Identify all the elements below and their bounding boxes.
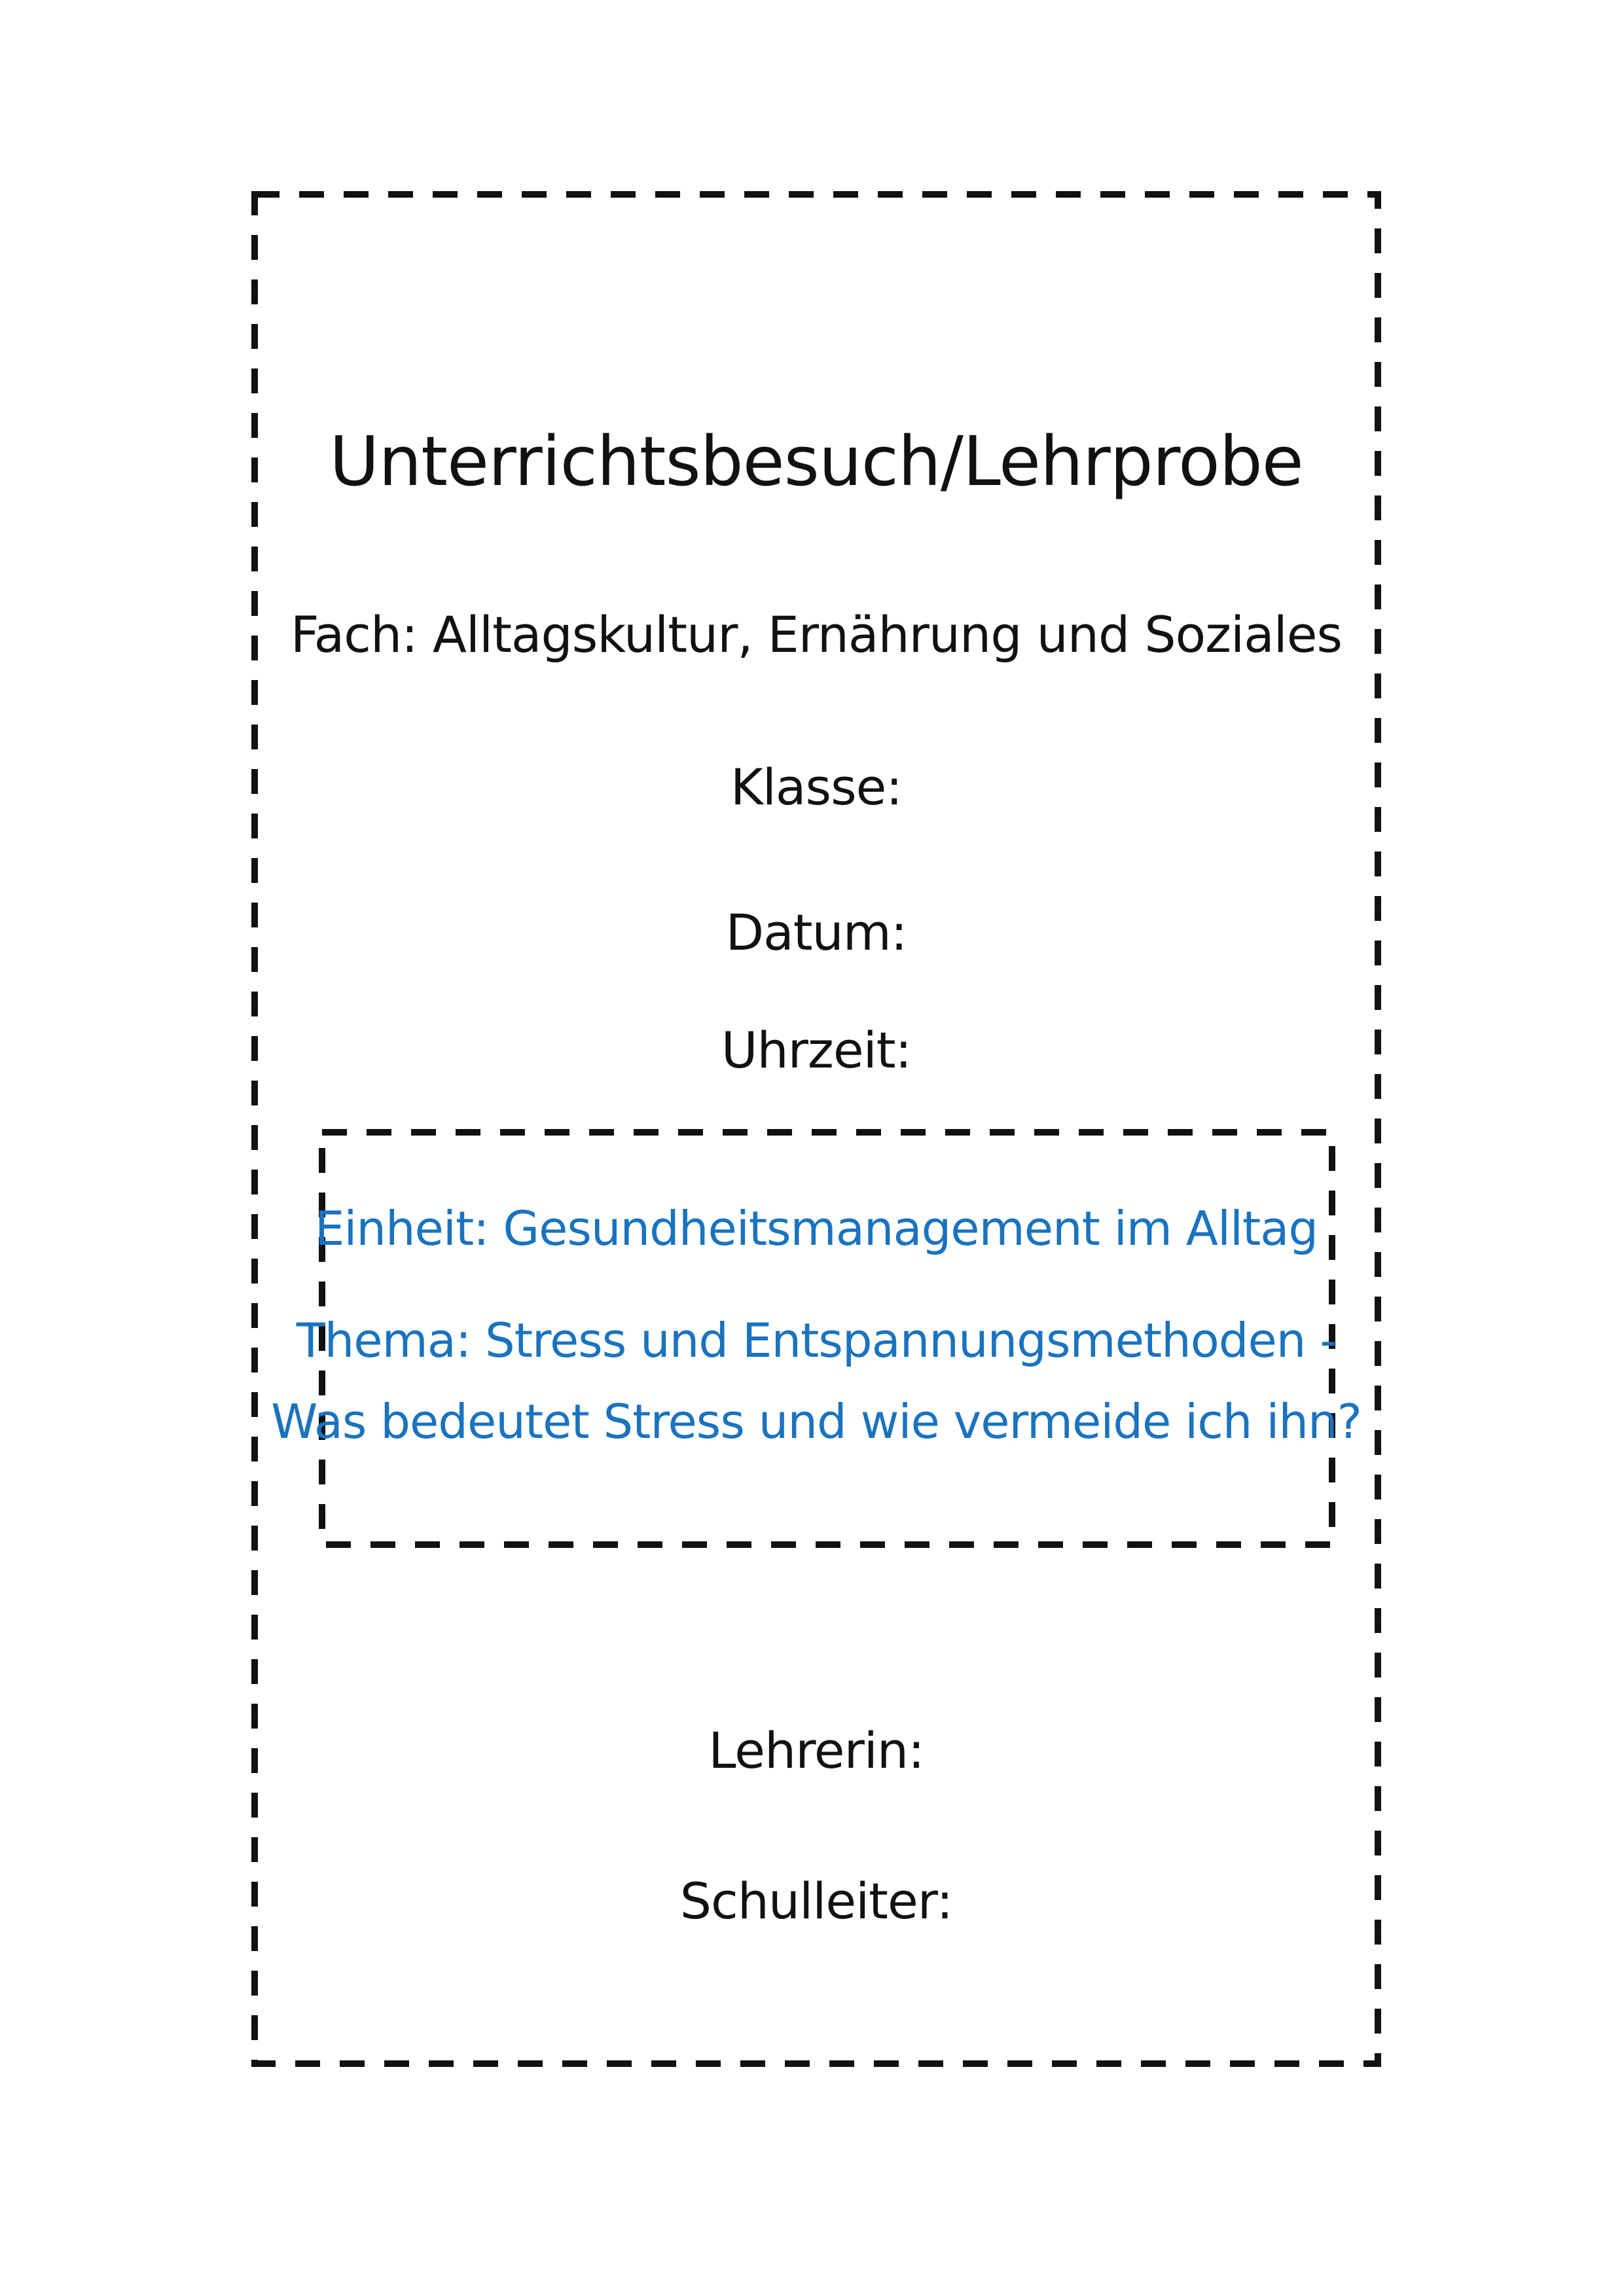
page-title: Unterrichtsbesuch/Lehrprobe — [329, 422, 1303, 501]
date-label: Datum: — [725, 903, 907, 961]
principal-label: Schulleiter: — [679, 1872, 953, 1930]
teacher-label: Lehrerin: — [708, 1721, 924, 1780]
class-label: Klasse: — [730, 758, 903, 816]
subject-line: Fach: Alltagskultur, Ernährung und Soziales — [290, 605, 1343, 664]
topic-line-2: Was bedeutet Stress und wie vermeide ich ihn? — [271, 1394, 1362, 1449]
topic-line-1: Thema: Stress und Entspannungsmethoden - — [296, 1313, 1337, 1368]
time-label: Uhrzeit: — [721, 1021, 912, 1079]
unit-line: Einheit: Gesundheitsmanagement im Alltag — [314, 1201, 1318, 1256]
